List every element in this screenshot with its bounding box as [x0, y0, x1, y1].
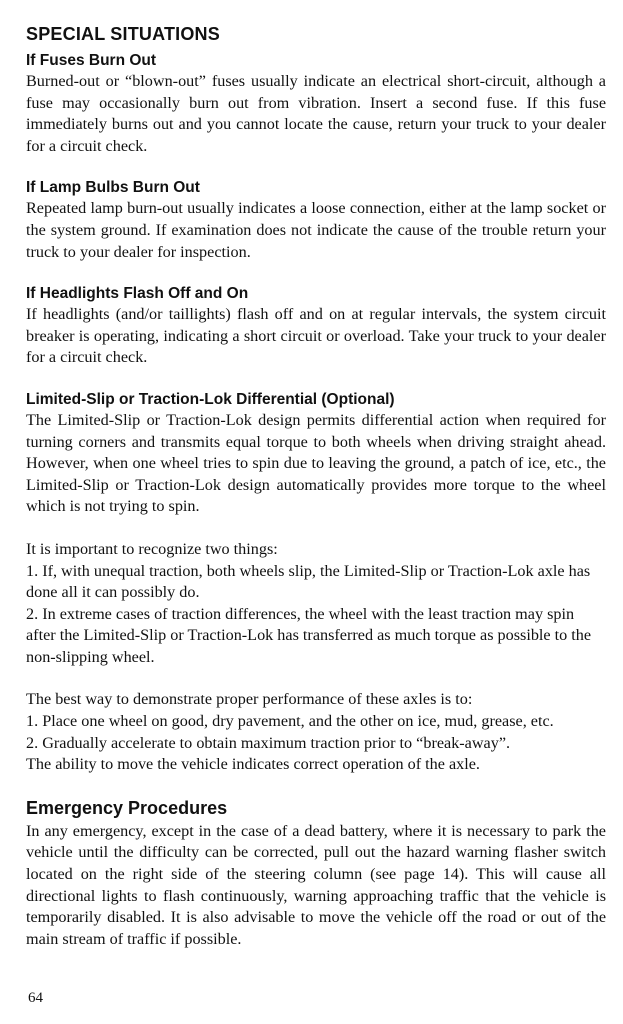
demonstrate-item-2: 2. Gradually accelerate to obtain maximum traction prior to “break-away”.	[26, 733, 511, 752]
page-title: SPECIAL SITUATIONS	[26, 24, 220, 44]
section-fuses	[26, 51, 606, 157]
page-number: 64	[28, 990, 43, 1006]
section-heading-lamp-bulbs: If Lamp Bulbs Burn Out	[26, 179, 200, 197]
section-heading-fuses: If Fuses Burn Out	[26, 52, 157, 69]
section-limited-slip	[26, 390, 606, 518]
demonstrate-block	[26, 689, 606, 775]
section-heading-emergency: Emergency Procedures	[26, 797, 228, 818]
section-text-limited-slip: The Limited-Slip or Traction-Lok design permits differential action when required for turning corners and transmits equal torque to both wheels when driving straight ahead. However, when one wheel tries to spin due to leaving the ground, a patch of ice, etc., the Limited-Slip or Traction-Lok design automatically provides more torque to the wheel which is not trying to spin.	[26, 410, 606, 516]
section-heading-limited-slip: Limited-Slip or Traction-Lok Differential (Optional)	[26, 390, 395, 408]
recognize-block	[26, 539, 606, 669]
demonstrate-item-1: 1. Place one wheel on good, dry pavement, and the other on ice, mud, grease, etc.	[26, 712, 554, 731]
section-text-headlights: If headlights (and/or taillights) flash off and on at regular intervals, the system circuit breaker is operating, indicating a short circuit or overload. Take your truck to your dealer for a circuit check.	[26, 305, 606, 367]
section-text-emergency: In any emergency, except in the case of a dead battery, where it is necessary to park the vehicle until the difficulty can be corrected, pull out the hazard warning flasher switch located on the right side of the steering column (see page 14). This will cause all directional lights to flash continuously, warning approaching traffic that the vehicle is temporarily disabled. It is also advisable to move the vehicle off the road or out of the main stream of traffic if possible.	[26, 821, 606, 948]
recognize-item-1: 1. If, with unequal traction, both wheels slip, the Limited-Slip or Traction-Lok axle has done all it can possibly do.	[26, 561, 591, 602]
section-headlights	[26, 284, 606, 369]
section-text-fuses: Burned-out or “blown-out” fuses usually indicate an electrical short-circuit, although a fuse may occasionally burn out from vibration. Insert a second fuse. If this fuse immediately burns out and you cannot locate the cause, return your truck to your dealer for a circuit check.	[26, 72, 606, 155]
manual-page	[26, 22, 606, 950]
demonstrate-closing: The ability to move the vehicle indicates correct operation of the axle.	[26, 755, 480, 774]
section-emergency	[26, 797, 606, 951]
recognize-intro: It is important to recognize two things:	[26, 539, 278, 558]
section-lamp-bulbs	[26, 178, 606, 263]
recognize-item-2: 2. In extreme cases of traction differences, the wheel with the least traction may spin after the Limited-Slip or Traction-Lok has transferred as much torque as possible to the non-slipping wheel.	[26, 604, 592, 666]
demonstrate-intro: The best way to demonstrate proper performance of these axles is to:	[26, 690, 473, 709]
section-text-lamp-bulbs: Repeated lamp burn-out usually indicates a loose connection, either at the lamp socket or the system ground. If examination does not indicate the cause of the trouble return your truck to your dealer for inspection.	[26, 199, 606, 261]
section-heading-headlights: If Headlights Flash Off and On	[26, 285, 249, 303]
